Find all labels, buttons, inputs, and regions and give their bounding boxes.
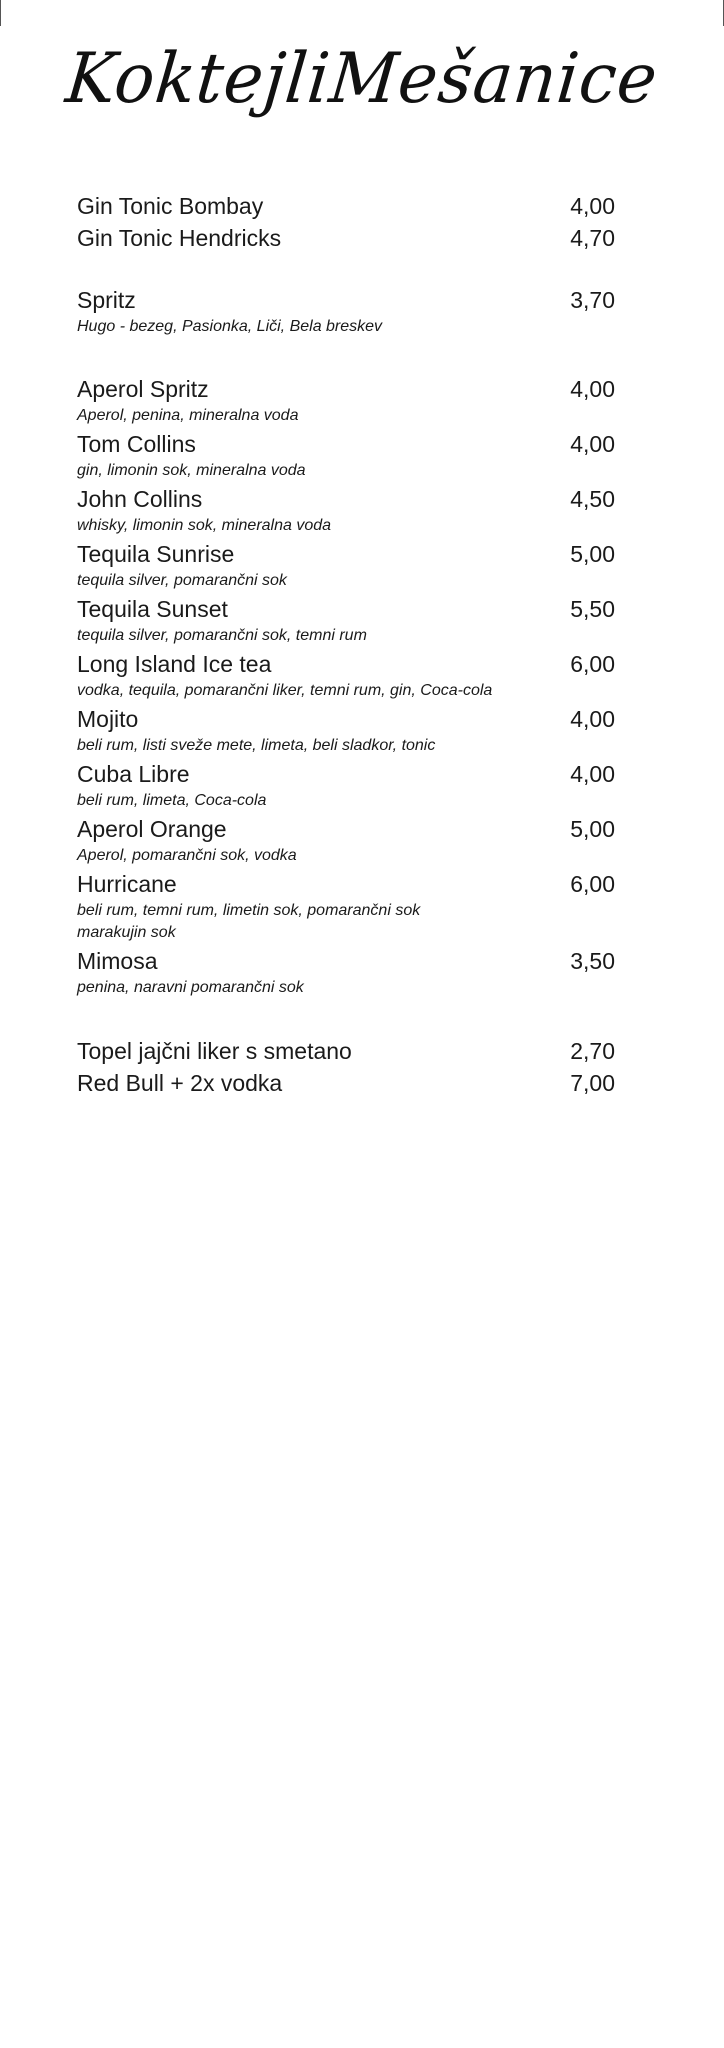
menu-item <box>77 703 615 757</box>
item-description: tequila silver, pomarančni sok, temni rum <box>77 627 367 644</box>
crop-mark-left <box>0 0 1 26</box>
item-description: Aperol, penina, mineralna voda <box>77 407 299 424</box>
item-name: Gin Tonic Bombay <box>77 193 264 219</box>
item-price: 5,00 <box>570 816 615 842</box>
menu-item <box>77 593 615 647</box>
item-description: Aperol, pomarančni sok, vodka <box>77 847 297 864</box>
item-name: Aperol Spritz <box>77 376 209 402</box>
item-name: Aperol Orange <box>77 816 227 842</box>
item-price: 6,00 <box>570 651 615 677</box>
item-price: 4,00 <box>570 706 615 732</box>
menu-title: KoktejliMešanice <box>62 38 662 119</box>
item-name: Tom Collins <box>77 431 196 457</box>
menu-item <box>77 428 615 482</box>
cocktail-list <box>77 373 615 999</box>
item-name: Mimosa <box>77 948 158 974</box>
menu-item <box>77 190 615 222</box>
item-description: tequila silver, pomarančni sok <box>77 572 287 589</box>
item-description: beli rum, temni rum, limetin sok, pomarančni sok <box>77 902 421 919</box>
menu-item <box>77 813 615 867</box>
menu-item <box>77 483 615 537</box>
item-price: 7,00 <box>570 1070 615 1096</box>
item-name: Spritz <box>77 287 136 313</box>
item-price: 4,00 <box>570 376 615 402</box>
menu-item <box>77 868 615 944</box>
item-name: Long Island Ice tea <box>77 651 272 677</box>
item-price: 5,50 <box>570 596 615 622</box>
menu-item <box>77 1035 615 1067</box>
item-price: 4,00 <box>570 761 615 787</box>
item-name: Tequila Sunrise <box>77 541 235 567</box>
menu-item <box>77 284 615 338</box>
item-name: Gin Tonic Hendricks <box>77 225 282 251</box>
menu-item <box>77 945 615 999</box>
drinks-menu <box>77 190 615 1099</box>
item-name: John Collins <box>77 486 203 512</box>
menu-item <box>77 758 615 812</box>
item-description: penina, naravni pomarančni sok <box>77 979 304 996</box>
item-name: Red Bull + 2x vodka <box>77 1070 283 1096</box>
item-price: 4,00 <box>570 431 615 457</box>
item-price: 4,50 <box>570 486 615 512</box>
item-name: Tequila Sunset <box>77 596 228 622</box>
item-price: 4,70 <box>570 225 615 251</box>
item-description: beli rum, limeta, Coca-cola <box>77 792 267 809</box>
item-price: 6,00 <box>570 871 615 897</box>
item-name: Cuba Libre <box>77 761 190 787</box>
menu-item <box>77 1067 615 1099</box>
item-description-continued: marakujin sok <box>77 924 176 941</box>
menu-item <box>77 222 615 254</box>
item-price: 2,70 <box>570 1038 615 1064</box>
menu-item <box>77 648 615 702</box>
menu-item <box>77 538 615 592</box>
item-description: Hugo - bezeg, Pasionka, Liči, Bela breskev <box>77 318 383 335</box>
item-description: vodka, tequila, pomarančni liker, temni rum, gin, Coca-cola <box>77 682 493 699</box>
item-price: 3,70 <box>570 287 615 313</box>
item-name: Mojito <box>77 706 139 732</box>
item-description: whisky, limonin sok, mineralna voda <box>77 517 332 534</box>
item-price: 3,50 <box>570 948 615 974</box>
item-description: beli rum, listi sveže mete, limeta, beli sladkor, tonic <box>77 737 436 754</box>
menu-item <box>77 373 615 427</box>
item-price: 4,00 <box>570 193 615 219</box>
item-name: Topel jajčni liker s smetano <box>77 1038 352 1064</box>
item-name: Hurricane <box>77 871 177 897</box>
item-description: gin, limonin sok, mineralna voda <box>77 462 306 479</box>
item-price: 5,00 <box>570 541 615 567</box>
